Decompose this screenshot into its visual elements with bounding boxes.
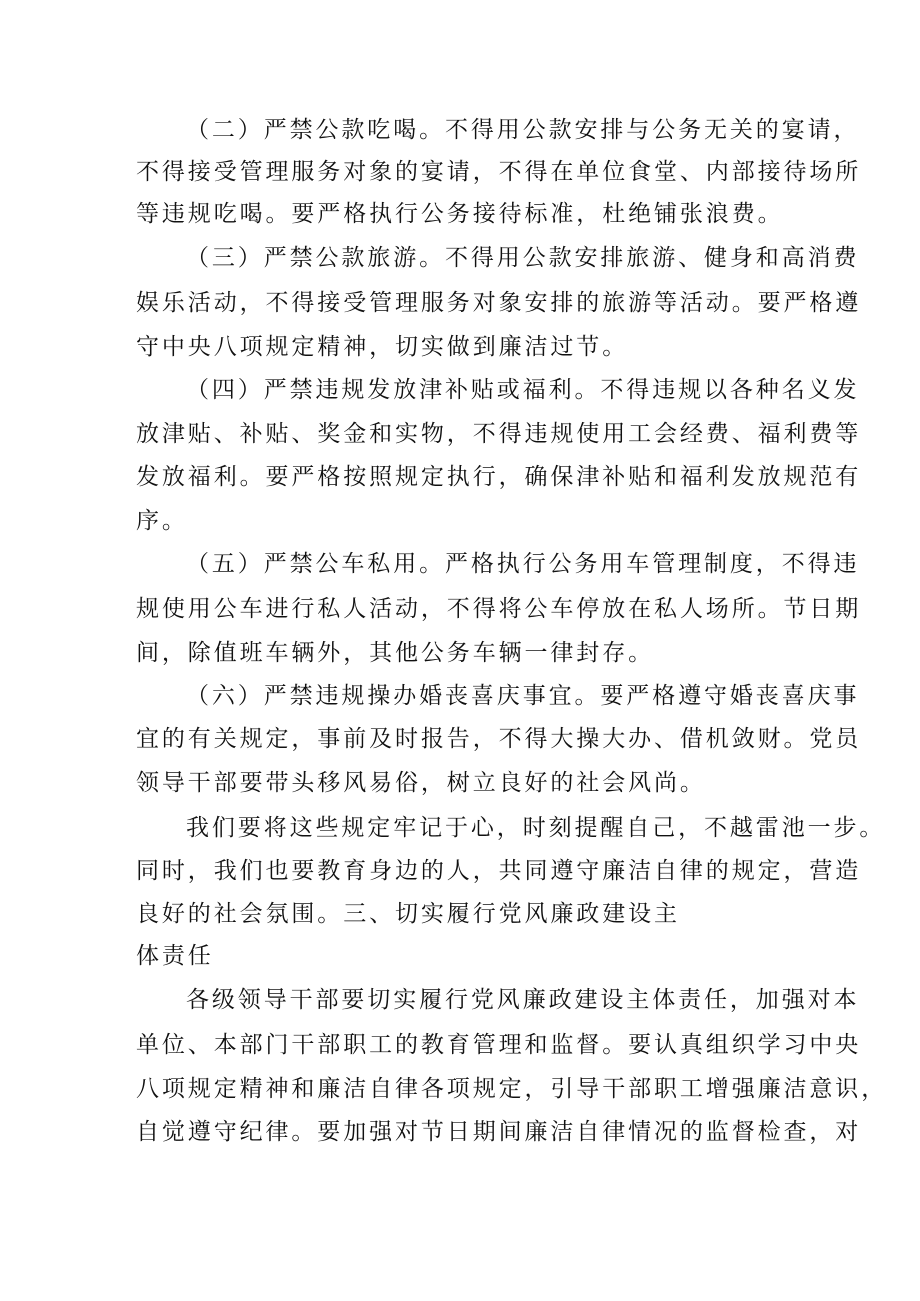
text-line: 娱乐活动，不得接受管理服务对象安排的旅游等活动。要严格遵	[136, 290, 862, 316]
text-line: 间，除值班车辆外，其他公务车辆一律封存。	[136, 640, 654, 666]
text-line: （六）严禁违规操办婚丧喜庆事宜。要严格遵守婚丧喜庆事	[186, 683, 860, 709]
text-line: 我们要将这些规定牢记于心，时刻提醒自己，不越雷池一步。	[186, 815, 886, 841]
text-line: 发放福利。要严格按照规定执行，确保津补贴和福利发放规范有	[136, 464, 862, 490]
text-line: （四）严禁违规发放津补贴或福利。不得违规以各种名义发	[186, 377, 860, 403]
text-line: （三）严禁公款旅游。不得用公款安排旅游、健身和高消费	[186, 245, 860, 271]
text-line: （二）严禁公款吃喝。不得用公款安排与公务无关的宴请，	[186, 117, 860, 143]
text-line: 序。	[136, 508, 188, 534]
text-line: （五）严禁公车私用。严格执行公务用车管理制度，不得违	[186, 551, 860, 577]
text-line: 等违规吃喝。要严格执行公务接待标准，杜绝铺张浪费。	[136, 201, 784, 227]
text-line: 单位、本部门干部职工的教育管理和监督。要认真组织学习中央	[136, 1032, 862, 1058]
text-line: 规使用公车进行私人活动，不得将公车停放在私人场所。节日期	[136, 596, 862, 622]
text-line: 宜的有关规定，事前及时报告，不得大操大办、借机敛财。党员	[136, 726, 862, 752]
text-line: 同时，我们也要教育身边的人，共同遵守廉洁自律的规定，营造	[136, 858, 862, 884]
text-line: 良好的社会氛围。三、切实履行党风廉政建设主	[136, 901, 680, 927]
text-line: 领导干部要带头移风易俗，树立良好的社会风尚。	[136, 770, 706, 796]
text-line: 自觉遵守纪律。要加强对节日期间廉洁自律情况的监督检查，对	[136, 1119, 862, 1145]
text-line: 八项规定精神和廉洁自律各项规定，引导干部职工增强廉洁意识，	[136, 1076, 888, 1102]
text-line: 不得接受管理服务对象的宴请，不得在单位食堂、内部接待场所	[136, 159, 862, 185]
text-line: 守中央八项规定精神，切实做到廉洁过节。	[136, 334, 629, 360]
text-line: 体责任	[136, 943, 214, 969]
text-line: 放津贴、补贴、奖金和实物，不得违规使用工会经费、福利费等	[136, 421, 862, 447]
text-line: 各级领导干部要切实履行党风廉政建设主体责任，加强对本	[186, 987, 860, 1013]
